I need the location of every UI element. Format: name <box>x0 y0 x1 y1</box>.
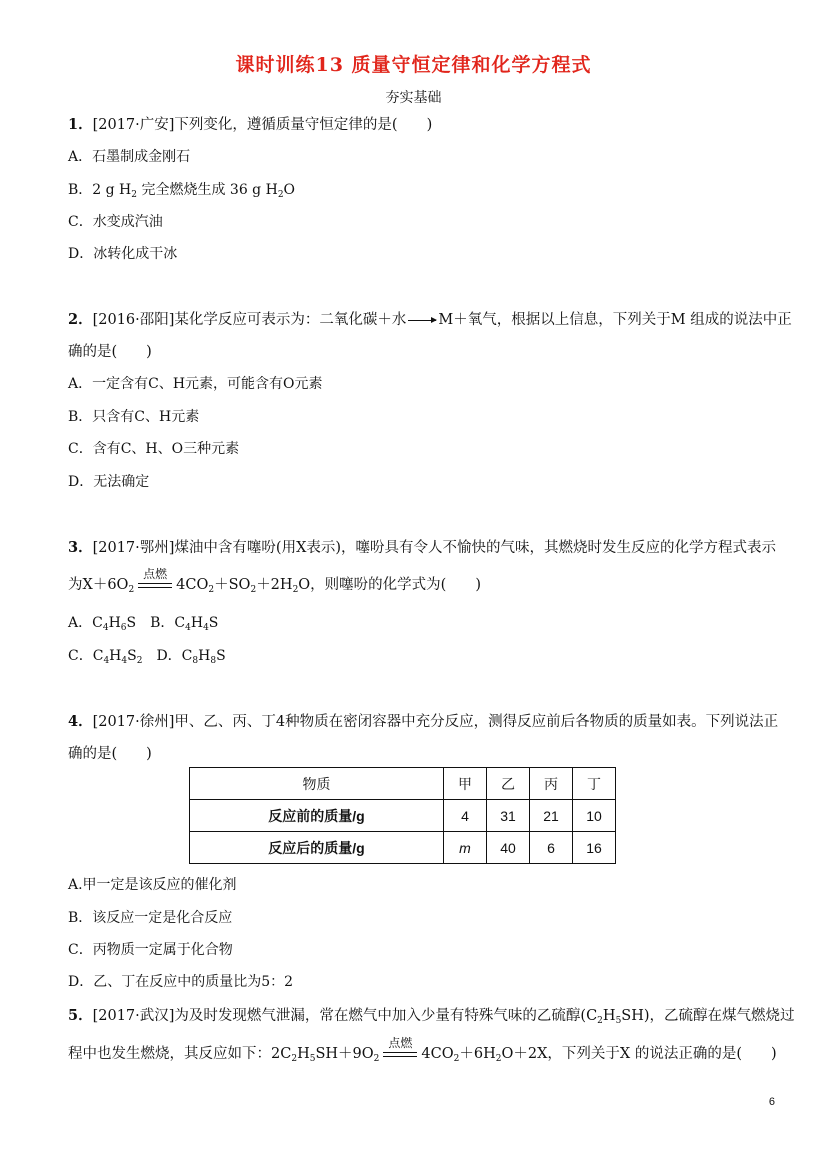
option-d: D．乙、丁在反应中的质量比为5：2 <box>68 974 294 990</box>
option-c: C．水变成汽油 <box>68 214 163 230</box>
reaction-arrow-icon <box>408 320 436 321</box>
table-header: 甲 <box>444 768 487 800</box>
table-cell: 16 <box>573 832 616 864</box>
question-5-equation: 程中也发生燃烧，其反应如下：$2C_2H_5SH+9O_2$ 点燃 $4CO_2+6H_2O+2X$，下列关于X 的说法正确的是( ) <box>68 1036 777 1064</box>
option-d: D．冰转化成干冰 <box>68 246 178 262</box>
question-3-equation: 为$X+6O_2$ 点燃 $4CO_2+SO_2+2H_2O$，则噻吩的化学式为( ) <box>68 567 481 595</box>
table-header: 丁 <box>573 768 616 800</box>
table-cell: 21 <box>530 800 573 832</box>
question-number: 5． <box>68 1007 93 1024</box>
page-title: 课时训练13 质量守恒定律和化学方程式 <box>235 54 592 76</box>
option-d: D．无法确定 <box>68 474 150 490</box>
question-1 <box>68 113 432 134</box>
option-a: A．一定含有C、H元素，可能含有O元素 <box>68 376 323 392</box>
options-a-b: A．$C_4H_6S$ B．$C_4H_4S$ <box>68 615 219 633</box>
table-cell: 4 <box>444 800 487 832</box>
table-cell: 反应后的质量/g <box>190 832 444 864</box>
question-number: 1． <box>68 116 93 133</box>
equals-sign-icon: 点燃 <box>383 1049 417 1059</box>
table-header: 物质 <box>190 768 444 800</box>
option-b: B．该反应一定是化合反应 <box>68 910 233 926</box>
table-row <box>190 832 616 864</box>
option-b: B．只含有C、H元素 <box>68 409 200 425</box>
option-c: C．丙物质一定属于化合物 <box>68 942 233 958</box>
options-c-d: C．$C_4H_4S_2$ D．$C_8H_8S$ <box>68 648 226 666</box>
question-3: 3．[2017·鄂州]煤油中含有噻吩(用X表示)，噻吩具有令人不愉快的气味，其燃烧时发生反应的化学方程式表示 <box>68 539 777 556</box>
table-row <box>190 800 616 832</box>
table-cell: 反应前的质量/g <box>190 800 444 832</box>
table-cell: 40 <box>487 832 530 864</box>
question-number: 2． <box>68 311 93 328</box>
question-4: 4．[2017·徐州]甲、乙、丙、丁4种物质在密闭容器中充分反应，测得反应前后各物质的质量如表。下列说法正 <box>68 713 779 730</box>
mass-table <box>189 767 616 864</box>
option-c: C．含有C、H、O三种元素 <box>68 441 240 457</box>
table-cell: 31 <box>487 800 530 832</box>
question-number: 3． <box>68 539 93 556</box>
question-2-line2: 确的是( ) <box>68 344 152 360</box>
question-number: 4． <box>68 713 93 730</box>
table-header: 丙 <box>530 768 573 800</box>
question-5: 5．[2017·武汉]为及时发现燃气泄漏，常在燃气中加入少量有特殊气味的乙硫醇$(C_2H_5SH)$，乙硫醇在煤气燃烧过 <box>68 1007 795 1026</box>
option-a: A．石墨制成金刚石 <box>68 149 191 165</box>
question-text: [2017·广安]下列变化，遵循质量守恒定律的是( ) <box>92 117 433 133</box>
table-header-row <box>190 768 616 800</box>
table-cell: 6 <box>530 832 573 864</box>
table-cell: m <box>444 832 487 864</box>
option-a: A.甲一定是该反应的催化剂 <box>68 877 237 893</box>
equals-sign-icon: 点燃 <box>138 580 172 590</box>
section-subtitle: 夯实基础 <box>385 90 442 106</box>
table-header: 乙 <box>487 768 530 800</box>
page-number: 6 <box>768 1096 775 1108</box>
question-4-line2: 确的是( ) <box>68 746 152 762</box>
question-2: 2．[2016·邵阳]某化学反应可表示为：二氧化碳＋水 M＋氧气，根据以上信息，下列关于M 组成的说法中正 <box>68 311 792 328</box>
table-cell: 10 <box>573 800 616 832</box>
option-b: B．2 g $H_2$ 完全燃烧生成 36 g $H_2O$ <box>68 182 296 200</box>
